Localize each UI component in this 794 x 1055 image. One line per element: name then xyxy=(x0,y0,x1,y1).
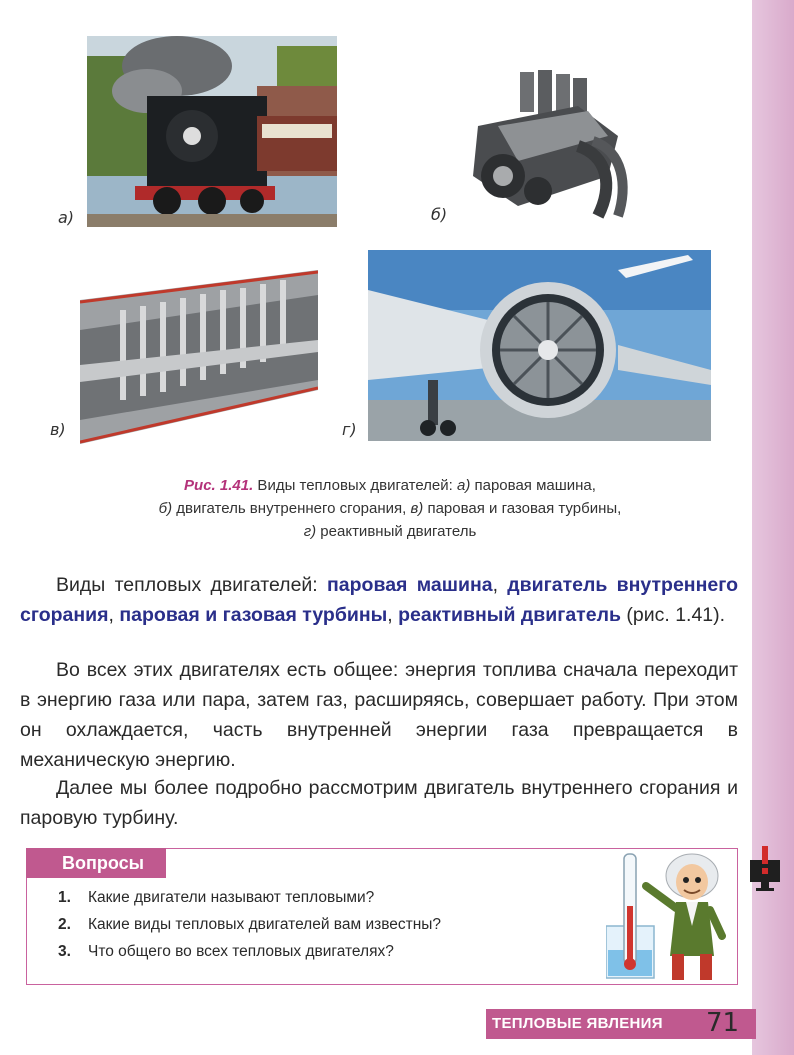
figure-caption xyxy=(70,474,710,543)
scientist-thermometer-illustration xyxy=(606,846,726,984)
caption-line-2 xyxy=(70,497,710,520)
question-text: Какие двигатели называют тепловыми? xyxy=(88,889,375,906)
caption-text: реактивный двигатель xyxy=(316,523,477,540)
figure-ref-text: (рис. 1.41). xyxy=(620,604,726,626)
caption-marker-a: а) xyxy=(456,477,471,494)
caption-text: Виды тепловых двигателей: xyxy=(253,477,457,494)
page-side-strip xyxy=(752,0,794,1055)
caption-text: двигатель внутреннего сгорания, xyxy=(172,500,411,517)
figure-label-b: б) xyxy=(431,205,448,224)
questions-list xyxy=(58,884,598,965)
separator: , xyxy=(108,604,120,626)
questions-title: Вопросы xyxy=(26,848,166,878)
caption-marker-c: в) xyxy=(410,500,424,517)
caption-line-1 xyxy=(70,474,710,497)
paragraph-common-principle: Во всех этих двигателях есть общее: энергия топлива сначала переходит в энергию газа или пара, затем газ, расширяясь, совершает работу. При этом он охлаждается, часть внутренней энергии газа превращается в механическую энергию. xyxy=(20,659,738,771)
question-text: Что общего во всех тепловых двигателях? xyxy=(88,943,394,960)
photo-combustion-engine xyxy=(458,66,633,224)
photo-turbine-cutaway xyxy=(80,270,318,444)
question-item xyxy=(58,884,598,911)
term-steam-engine: паровая машина xyxy=(327,574,493,596)
paragraph-text: Виды тепловых двигателей: xyxy=(56,574,328,596)
caption-marker-b: б) xyxy=(158,500,173,517)
question-number: 1. xyxy=(58,889,71,906)
question-number: 3. xyxy=(58,943,71,960)
footer-section-title: ТЕПЛОВЫЕ ЯВЛЕНИЯ xyxy=(492,1015,663,1032)
question-text: Какие виды тепловых двигателей вам известны? xyxy=(88,916,442,933)
question-item xyxy=(58,911,598,938)
term-turbines: паровая и газовая турбины xyxy=(119,604,388,626)
photo-jet-engine xyxy=(368,250,711,441)
figure-label-a: а) xyxy=(58,208,75,227)
caption-marker-d: г) xyxy=(303,523,317,540)
term-jet-engine: реактивный двигатель xyxy=(398,604,621,626)
term-internal-combustion-engine: двигатель внутреннего сгорания xyxy=(20,574,738,626)
paragraph-engine-types xyxy=(20,570,738,630)
caption-text: паровая и газовая турбины, xyxy=(423,500,622,517)
figure-reference: Рис. 1.41. xyxy=(184,477,254,494)
alert-monitor-icon xyxy=(748,846,782,894)
caption-line-3 xyxy=(70,520,710,543)
separator: , xyxy=(387,604,399,626)
photo-steam-locomotive xyxy=(87,36,337,227)
caption-text: паровая машина, xyxy=(470,477,596,494)
separator: , xyxy=(492,574,508,596)
question-number: 2. xyxy=(58,916,71,933)
page-number: 71 xyxy=(706,1008,740,1038)
paragraph-next-topics: Далее мы более подробно рассмотрим двигатель внутреннего сгорания и паровую турбину. xyxy=(20,777,738,829)
question-item xyxy=(58,938,598,965)
figure-label-c: в) xyxy=(50,420,66,439)
figure-label-d: г) xyxy=(342,420,357,439)
